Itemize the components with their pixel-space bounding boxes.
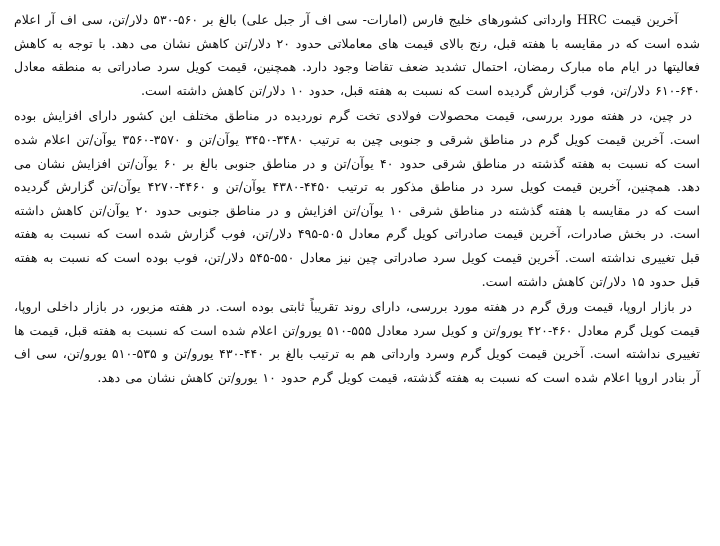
paragraph-persian-gulf-prices: آخرین قیمت HRC وارداتی کشورهای خلیج فارس (امارات- سی اف آر جبل علی) بالغ بر ۵۶۰-۵۳۰ دلار/تن، سی اف آر اعلام شده است که در مقایسه با هفته قبل، رنج بالای قیمت های معاملاتی حدود ۲۰ دلار/تن کاهش نشان می دهد. با توجه به کاهش فعالیتها در ایام ماه مبارک رمضان، احتمال تشدید ضعف تقاضا وجود دارد. همچنین، قیمت کویل سرد صادراتی به منطقه معادل ۶۴۰-۶۱۰ دلار/تن، فوب گزارش گردیده است که نسبت به هفته قبل، حدود ۱۰ دلار/تن کاهش داشته است. (14, 12, 701, 98)
paragraph-china-prices: در چین، در هفته مورد بررسی، قیمت محصولات فولادی تخت گرم نوردیده در مناطق مختلف این کشور دارای افزایش بوده است. آخرین قیمت کویل گرم در مناطق شرقی و جنوبی چین به ترتیب ۳۴۸۰-۳۴۵۰ یوآن/تن و ۳۵۷۰-۳۵۶۰ یوآن/تن اعلام شده است که نسبت به هفته گذشته در مناطق شرقی حدود ۴۰ یوآن/تن و در مناطق جنوبی بالغ بر ۶۰ یوآن/تن افزایش نشان می دهد. همچنین، آخرین قیمت کویل سرد در مناطق مذکور به ترتیب ۴۴۵۰-۴۳۸۰ یوآن/تن و ۴۴۶۰-۴۲۷۰ یوآن/تن گزارش گردیده است که در مقایسه با هفته گذشته در مناطق شرقی ۱۰ یوآن/تن افزایش و در مناطق جنوبی حدود ۲۰ یوآن/تن کاهش داشته است. در بخش صادرات، آخرین قیمت صادراتی کویل گرم معادل ۵۰۵-۴۹۵ دلار/تن، فوب گزارش شده است که نسبت به هفته قبل تغییری نداشته است. آخرین قیمت کویل سرد صادراتی چین نیز معادل ۵۵۰-۵۴۵ دلار/تن، فوب بوده است که نسبت به هفته قبل حدود ۱۵ دلار/تن کاهش داشته است. (14, 108, 701, 289)
paragraph-europe-prices: در بازار اروپا، قیمت ورق گرم در هفته مورد بررسی، دارای روند تقریباً ثابتی بوده است. در هفته مزبور، در بازار داخلی اروپا، قیمت کویل گرم معادل ۴۶۰-۴۲۰ یورو/تن و کویل سرد معادل ۵۵۵-۵۱۰ یورو/تن اعلام شده است که نسبت به هفته قبل، قیمت ها تغییری نداشته است. آخرین قیمت کویل گرم وسرد وارداتی هم به ترتیب بالغ بر ۴۴۰-۴۳۰ یورو/تن و ۵۳۵-۵۱۰ یورو/تن، سی اف آر بنادر اروپا اعلام شده است که نسبت به هفته گذشته، قیمت کویل گرم حدود ۱۰ یورو/تن کاهش نشان می دهد. (14, 299, 701, 385)
